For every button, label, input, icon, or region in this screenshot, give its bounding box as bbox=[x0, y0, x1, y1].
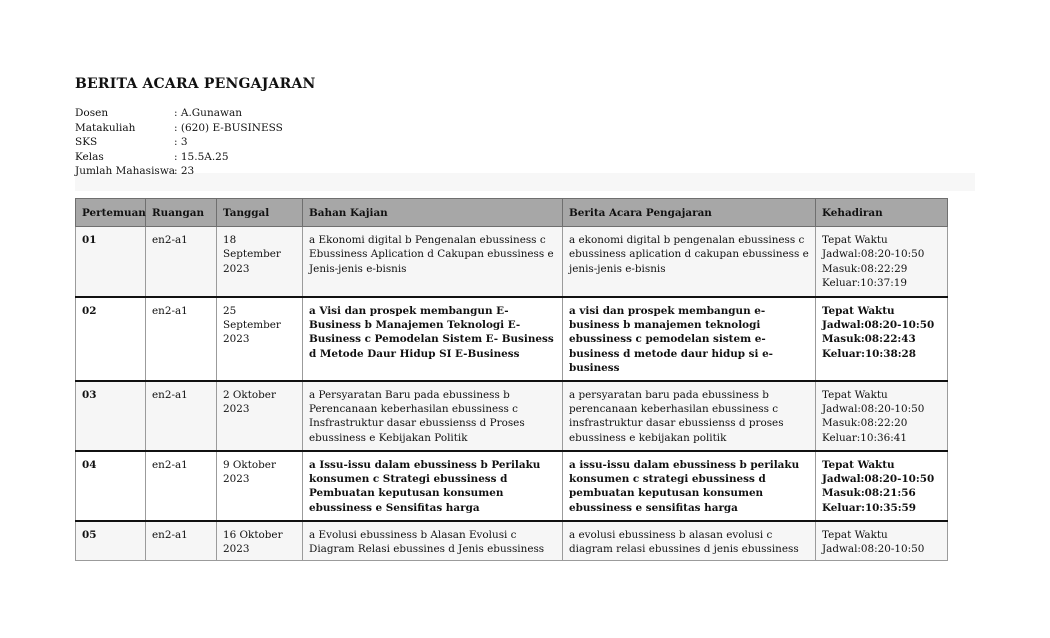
cell-pertemuan: 05 bbox=[76, 521, 146, 561]
info-label: Jumlah Mahasiswa bbox=[75, 165, 176, 178]
info-row-jumlah-mahasiswa bbox=[75, 164, 975, 179]
cell-ruangan: en2-a1 bbox=[146, 227, 217, 297]
attendance-schedule: Jadwal:08:20-10:50 bbox=[822, 472, 935, 485]
attendance-checkin: Masuk:08:22:29 bbox=[822, 262, 908, 275]
table-row bbox=[76, 297, 948, 381]
attendance-table bbox=[75, 198, 948, 561]
column-header-kehadiran: Kehadiran bbox=[816, 199, 948, 227]
cell-kehadiran bbox=[816, 451, 948, 521]
info-label: Matakuliah bbox=[75, 121, 136, 134]
cell-pertemuan: 04 bbox=[76, 451, 146, 521]
course-info bbox=[75, 106, 975, 179]
attendance-schedule: Jadwal:08:20-10:50 bbox=[822, 542, 925, 555]
cell-berita-acara: a visi dan prospek membangun e- business b manajemen teknologi ebussiness c pemodelan sistem e- business d metode daur hidup si e-business bbox=[563, 297, 816, 381]
cell-kehadiran bbox=[816, 227, 948, 297]
info-row-sks bbox=[75, 135, 975, 150]
cell-pertemuan: 01 bbox=[76, 227, 146, 297]
info-label: SKS bbox=[75, 136, 98, 149]
cell-bahan-kajian: a Evolusi ebussiness b Alasan Evolusi c Diagram Relasi ebussines d Jenis ebussiness bbox=[303, 521, 563, 561]
info-label: Kelas bbox=[75, 150, 104, 163]
cell-tanggal: 2 Oktober 2023 bbox=[217, 381, 303, 451]
attendance-status: Tepat Waktu bbox=[822, 388, 888, 401]
attendance-status: Tepat Waktu bbox=[822, 304, 895, 317]
attendance-checkout: Keluar:10:36:41 bbox=[822, 431, 907, 444]
table-row bbox=[76, 451, 948, 521]
cell-bahan-kajian: a Ekonomi digital b Pengenalan ebussiness c Ebussiness Aplication d Cakupan ebussiness e Jenis-jenis e-bisnis bbox=[303, 227, 563, 297]
attendance-checkout: Keluar:10:38:28 bbox=[822, 347, 917, 360]
cell-kehadiran bbox=[816, 297, 948, 381]
cell-berita-acara: a evolusi ebussiness b alasan evolusi c diagram relasi ebussines d jenis ebussiness bbox=[563, 521, 816, 561]
attendance-schedule: Jadwal:08:20-10:50 bbox=[822, 248, 925, 261]
cell-tanggal: 18 September 2023 bbox=[217, 227, 303, 297]
info-value: : (620) E-BUSINESS bbox=[174, 121, 283, 134]
info-row-dosen bbox=[75, 106, 975, 121]
info-value: : 3 bbox=[174, 136, 188, 149]
cell-bahan-kajian: a Persyaratan Baru pada ebussiness b Perencanaan keberhasilan ebussiness c Insfrastruktur dasar ebussienss d Proses ebussiness e Kebijakan Politik bbox=[303, 381, 563, 451]
cell-ruangan: en2-a1 bbox=[146, 297, 217, 381]
cell-tanggal: 25 September 2023 bbox=[217, 297, 303, 381]
column-header-tanggal: Tanggal bbox=[217, 199, 303, 227]
info-row-kelas bbox=[75, 150, 975, 165]
document-header bbox=[75, 76, 975, 179]
cell-kehadiran bbox=[816, 381, 948, 451]
info-value: : A.Gunawan bbox=[174, 107, 242, 119]
cell-berita-acara: a issu-issu dalam ebussiness b perilaku konsumen c strategi ebussiness d pembuatan keputusan konsumen ebussiness e sensifitas harga bbox=[563, 451, 816, 521]
attendance-status: Tepat Waktu bbox=[822, 234, 888, 246]
cell-ruangan: en2-a1 bbox=[146, 381, 217, 451]
table-row bbox=[76, 521, 948, 561]
column-header-bahan-kajian: Bahan Kajian bbox=[303, 199, 563, 227]
attendance-checkin: Masuk:08:22:43 bbox=[822, 333, 916, 346]
cell-tanggal: 9 Oktober 2023 bbox=[217, 451, 303, 521]
cell-pertemuan: 03 bbox=[76, 381, 146, 451]
attendance-checkout: Keluar:10:37:19 bbox=[822, 277, 907, 290]
column-header-ruangan: Ruangan bbox=[146, 199, 217, 227]
cell-ruangan: en2-a1 bbox=[146, 451, 217, 521]
cell-pertemuan: 02 bbox=[76, 297, 146, 381]
cell-tanggal: 16 Oktober 2023 bbox=[217, 521, 303, 561]
table-row bbox=[76, 227, 948, 297]
attendance-checkin: Masuk:08:22:20 bbox=[822, 417, 908, 430]
column-header-pertemuan: Pertemuan bbox=[76, 199, 146, 227]
attendance-status: Tepat Waktu bbox=[822, 458, 895, 471]
attendance-checkin: Masuk:08:21:56 bbox=[822, 487, 916, 500]
cell-ruangan: en2-a1 bbox=[146, 521, 217, 561]
attendance-schedule: Jadwal:08:20-10:50 bbox=[822, 402, 925, 415]
info-row-matakuliah bbox=[75, 121, 975, 136]
column-header-berita-acara: Berita Acara Pengajaran bbox=[563, 199, 816, 227]
table-row bbox=[76, 381, 948, 451]
attendance-schedule: Jadwal:08:20-10:50 bbox=[822, 318, 935, 331]
cell-bahan-kajian: a Issu-issu dalam ebussiness b Perilaku konsumen c Strategi ebussiness d Pembuatan keputusan konsumen ebussiness e Sensifitas harga bbox=[303, 451, 563, 521]
page-title: BERITA ACARA PENGAJARAN bbox=[75, 76, 316, 92]
info-value: : 23 bbox=[174, 165, 195, 178]
attendance-status: Tepat Waktu bbox=[822, 528, 888, 541]
info-value: : 15.5A.25 bbox=[174, 150, 229, 163]
info-label: Dosen bbox=[75, 107, 109, 119]
cell-kehadiran bbox=[816, 521, 948, 561]
attendance-checkout: Keluar:10:35:59 bbox=[822, 501, 917, 514]
cell-bahan-kajian: a Visi dan prospek membangun E- Business b Manajemen Teknologi E-Business c Pemodelan Sistem E- Business d Metode Daur Hidup SI E-Business bbox=[303, 297, 563, 381]
cell-berita-acara: a ekonomi digital b pengenalan ebussiness c ebussiness aplication d cakupan ebussiness e jenis-jenis e-bisnis bbox=[563, 227, 816, 297]
table-header-row bbox=[76, 199, 948, 227]
cell-berita-acara: a persyaratan baru pada ebussiness b perencanaan keberhasilan ebussiness c insfrastruktur dasar ebussienss d proses ebussiness e kebijakan politik bbox=[563, 381, 816, 451]
